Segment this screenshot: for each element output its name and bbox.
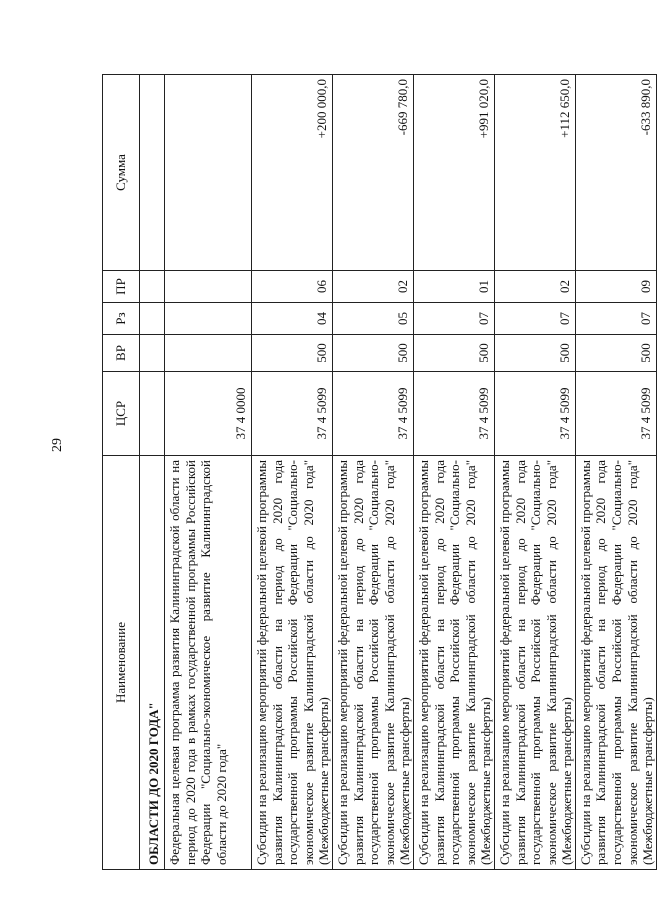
row-name: Субсидии на реализацию мероприятий федеральной целевой программы развития Калининградской области на период до 2020 года государственной программы Российской Федерации "Социально-экономическое развитие Калининградской области до 2020 года" (Межбюджетные трансферты): [575, 456, 656, 870]
header-csr: ЦСР: [103, 372, 140, 456]
row-vr: 500: [413, 335, 494, 372]
row-rz: 07: [494, 303, 575, 335]
row-pr: 01: [413, 271, 494, 303]
section-row: [140, 75, 165, 870]
header-sum: Сумма: [103, 75, 140, 271]
row-sum: -633 890,0: [575, 75, 656, 271]
row-sum: [165, 75, 252, 271]
row-csr: 37 4 5099: [575, 372, 656, 456]
row-sum: +200 000,0: [252, 75, 333, 271]
table-row: [165, 75, 252, 870]
table-row: [494, 75, 575, 870]
table-row: [413, 75, 494, 870]
row-sum: +991 020,0: [413, 75, 494, 271]
row-rz: 04: [252, 303, 333, 335]
row-pr: 02: [332, 271, 413, 303]
row-sum: +112 650,0: [494, 75, 575, 271]
row-name: Федеральная целевая программа развития Калининградской области на период до 2020 года в рамках государственной программы Российской Федерации "Социально-экономическое развитие Калининградской области до 2020 года": [165, 456, 252, 870]
row-rz: 07: [413, 303, 494, 335]
table-row: [575, 75, 656, 870]
row-name: Субсидии на реализацию мероприятий федеральной целевой программы развития Калининградской области на период до 2020 года государственной программы Российской Федерации "Социально-экономическое развитие Калининградской области до 2020 года" (Межбюджетные трансферты): [413, 456, 494, 870]
row-pr: [165, 271, 252, 303]
row-vr: 500: [494, 335, 575, 372]
header-name: Наименование: [103, 456, 140, 870]
header-vr: ВР: [103, 335, 140, 372]
row-vr: 500: [252, 335, 333, 372]
header-pr: ПР: [103, 271, 140, 303]
row-rz: [165, 303, 252, 335]
row-rz: 05: [332, 303, 413, 335]
row-name: Субсидии на реализацию мероприятий федеральной целевой программы развития Калининградской области на период до 2020 года государственной программы Российской Федерации "Социально-экономическое развитие Калининградской области до 2020 года" (Межбюджетные трансферты): [252, 456, 333, 870]
row-vr: [165, 335, 252, 372]
row-csr: 37 4 5099: [494, 372, 575, 456]
section-title: ОБЛАСТИ ДО 2020 ГОДА": [140, 456, 165, 870]
row-pr: 02: [494, 271, 575, 303]
row-vr: 500: [332, 335, 413, 372]
row-vr: 500: [575, 335, 656, 372]
table-header-row: [103, 75, 140, 870]
row-csr: 37 4 5099: [413, 372, 494, 456]
row-sum: -669 780,0: [332, 75, 413, 271]
row-name: Субсидии на реализацию мероприятий федеральной целевой программы развития Калининградской области на период до 2020 года государственной программы Российской Федерации "Социально-экономическое развитие Калининградской области до 2020 года" (Межбюджетные трансферты): [332, 456, 413, 870]
row-pr: 06: [252, 271, 333, 303]
budget-table: [102, 74, 657, 870]
page-number: 29: [50, 438, 65, 452]
row-csr: 37 4 0000: [165, 372, 252, 456]
row-name: Субсидии на реализацию мероприятий федеральной целевой программы развития Калининградской области на период до 2020 года государственной программы Российской Федерации "Социально-экономическое развитие Калининградской области до 2020 года" (Межбюджетные трансферты): [494, 456, 575, 870]
row-csr: 37 4 5099: [252, 372, 333, 456]
header-rz: Рз: [103, 303, 140, 335]
row-rz: 07: [575, 303, 656, 335]
table-row: [332, 75, 413, 870]
row-csr: 37 4 5099: [332, 372, 413, 456]
rotated-page-content: [102, 75, 656, 870]
table-row: [252, 75, 333, 870]
row-pr: 09: [575, 271, 656, 303]
